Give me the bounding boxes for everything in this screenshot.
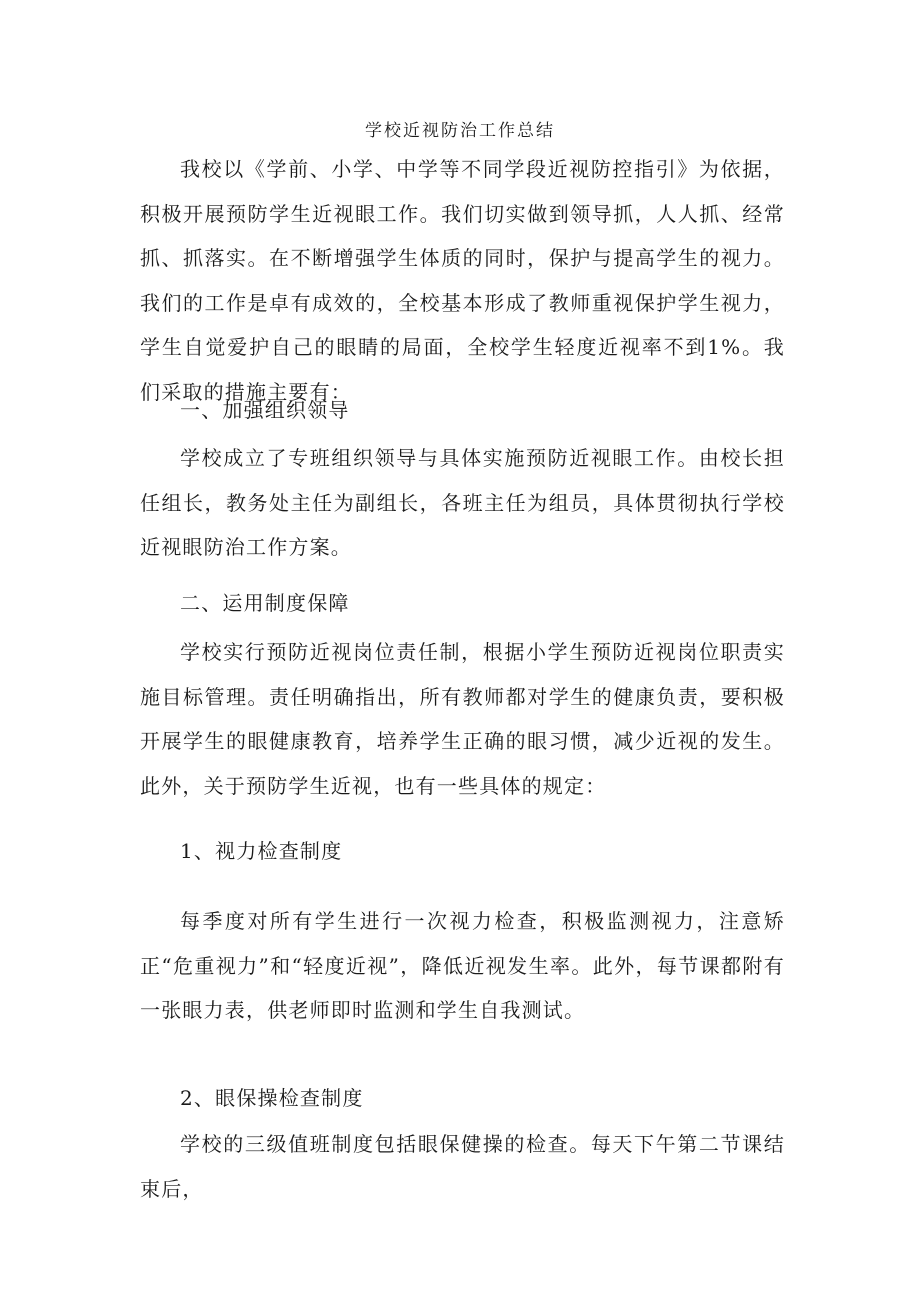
item2-paragraph: 学校的三级值班制度包括眼保健操的检查。每天下午第二节课结束后，: [140, 1132, 785, 1201]
section1-heading: 一、加强组织领导: [180, 398, 350, 422]
item1-heading: 1、视力检查制度: [180, 839, 343, 863]
section1-paragraph: 学校成立了专班组织领导与具体实施预防近视眼工作。由校长担任组长，教务处主任为副组长，各班主任为组员，具体贯彻执行学校近视眼防治工作方案。: [140, 446, 785, 559]
intro-paragraph: 我校以《学前、小学、中学等不同学段近视防控指引》为依据，积极开展预防学生近视眼工作。我们切实做到领导抓，人人抓、经常抓、抓落实。在不断增强学生体质的同时，保护与提高学生的视力。我们的工作是卓有成效的，全校基本形成了教师重视保护学生视力，学生自觉爱护自己的眼睛的局面，全校学生轻度近视率不到1%。我们采取的措施主要有：: [140, 157, 785, 404]
document-title: 学校近视防治工作总结: [365, 121, 555, 141]
item1-paragraph: 每季度对所有学生进行一次视力检查，积极监测视力，注意矫正“危重视力”和“轻度近视”，降低近视发生率。此外，每节课都附有一张眼力表，供老师即时监测和学生自我测试。: [140, 909, 785, 1022]
section2-heading: 二、运用制度保障: [180, 591, 350, 615]
item2-heading: 2、眼保操检查制度: [180, 1086, 364, 1110]
section2-paragraph: 学校实行预防近视岗位责任制，根据小学生预防近视岗位职责实施目标管理。责任明确指出，所有教师都对学生的健康负责，要积极开展学生的眼健康教育，培养学生正确的眼习惯，减少近视的发生。此外，关于预防学生近视，也有一些具体的规定：: [140, 640, 785, 798]
